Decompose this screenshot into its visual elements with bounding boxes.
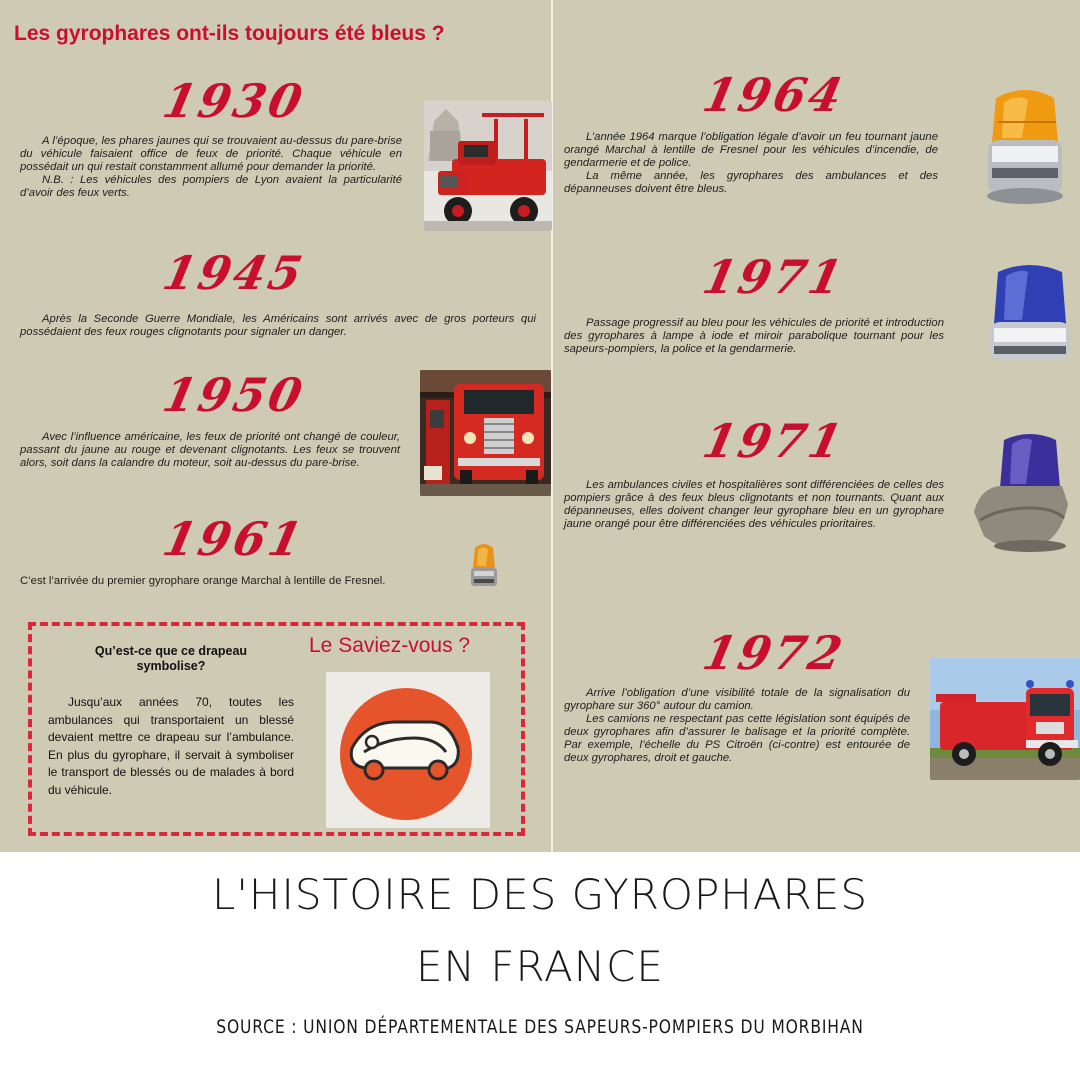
entry-paragraph: C’est l’arrivée du premier gyrophare orange Marchal à lentille de Fresnel. xyxy=(20,575,386,587)
fire-truck-1930-photo xyxy=(424,101,552,231)
fire-truck-1950-photo xyxy=(420,370,551,496)
purple-gyrophare-photo xyxy=(970,428,1078,554)
orange-gyrophare-photo xyxy=(466,540,502,590)
ambulance-flag-photo xyxy=(326,672,490,828)
entry-1930-text xyxy=(20,135,402,200)
entry-1972-text xyxy=(564,687,910,765)
saviez-vous-title: Le Saviez-vous ? xyxy=(309,634,471,657)
entry-paragraph: Les ambulances civiles et hospitalières sont différenciées de celles des pompiers grâce à des feux bleus clignotants et non tournants. Quant aux dépanneuses, elles doivent changer leur gyrophare bleu en un gyrophare jaune orangé pour être différenciées des véhicules prioritaires. xyxy=(564,479,944,530)
year-1971-a: 1971 xyxy=(698,250,850,304)
blue-gyrophare-photo xyxy=(982,258,1078,368)
saviez-vous-paragraph: Jusqu’aux années 70, toutes les ambulances qui transportaient un blessé devaient mettre ce drapeau sur l’ambulance. En plus du gyrophare, il servait à symboliser le transport de blessés ou de malades à bord du véhicule. xyxy=(48,695,294,797)
citroen-fire-truck-photo xyxy=(930,658,1080,780)
saviez-vous-text xyxy=(48,694,294,800)
page-title: Les gyrophares ont-ils toujours été bleus ? xyxy=(14,22,445,45)
year-1972: 1972 xyxy=(698,626,850,680)
year-1950: 1950 xyxy=(158,368,310,422)
amber-gyrophare-photo xyxy=(982,82,1068,208)
entry-paragraph: L’année 1964 marque l’obligation légale d’avoir un feu tournant jaune orangé Marchal à lentille de Fresnel pour les véhicules d’incendie, de gendarmerie et de police. xyxy=(564,131,938,169)
year-1961: 1961 xyxy=(158,512,310,566)
footer-title-line2: EN FRANCE xyxy=(416,942,664,991)
entry-paragraph: Passage progressif au bleu pour les véhicules de priorité et introduction des gyrophares à lampe à iode et miroir parabolique tournant pour les sapeurs-pompiers, la police et la gendarmerie. xyxy=(564,317,944,355)
year-1930: 1930 xyxy=(158,74,310,128)
entry-1964-text xyxy=(564,131,938,196)
footer-source: SOURCE : UNION DÉPARTEMENTALE DES SAPEURS-POMPIERS DU MORBIHAN xyxy=(216,1016,864,1038)
entry-paragraph: A l’époque, les phares jaunes qui se trouvaient au-dessus du pare-brise du véhicule faisaient office de feux de priorité. Chaque véhicule en possédait un qui restait constamment allumé pour demander la priorité. xyxy=(20,135,402,173)
footer-title-line1: L'HISTOIRE DES GYROPHARES xyxy=(211,870,868,919)
year-1971-b: 1971 xyxy=(698,414,850,468)
entry-1950-text xyxy=(20,431,400,470)
entry-1971-a-text xyxy=(564,317,944,356)
entry-paragraph: Arrive l’obligation d’une visibilité totale de la signalisation du gyrophare sur 360° autour du camion. xyxy=(564,687,910,712)
saviez-vous-question: Qu’est-ce que ce drapeau symbolise? xyxy=(94,644,248,673)
year-1964: 1964 xyxy=(698,68,850,122)
entry-1961-text xyxy=(20,575,460,588)
entry-paragraph: Les camions ne respectant pas cette législation sont équipés de deux gyrophares afin d’assurer le balisage et la priorité complète. Par exemple, l’échelle du PS Citroën (ci-contre) est entourée de deux gyrophares, droit et gauche. xyxy=(564,713,910,764)
entry-paragraph: N.B. : Les véhicules des pompiers de Lyon avaient la particularité d’avoir des feux verts. xyxy=(20,174,402,199)
entry-paragraph: La même année, les gyrophares des ambulances et des dépanneuses doivent être bleus. xyxy=(564,170,938,195)
entry-paragraph: Après la Seconde Guerre Mondiale, les Américains sont arrivés avec de gros porteurs qui possédaient des feux rouges clignotants pour signaler un danger. xyxy=(20,313,536,338)
entry-1945-text xyxy=(20,313,536,339)
entry-1971-b-text xyxy=(564,479,944,531)
entry-paragraph: Avec l’influence américaine, les feux de priorité ont changé de couleur, passant du jaune au rouge et devenant clignotants. Les feux se trouvent alors, soit dans la calandre du moteur, soit au-dessus du pare-brise. xyxy=(20,431,400,469)
year-1945: 1945 xyxy=(158,246,310,300)
